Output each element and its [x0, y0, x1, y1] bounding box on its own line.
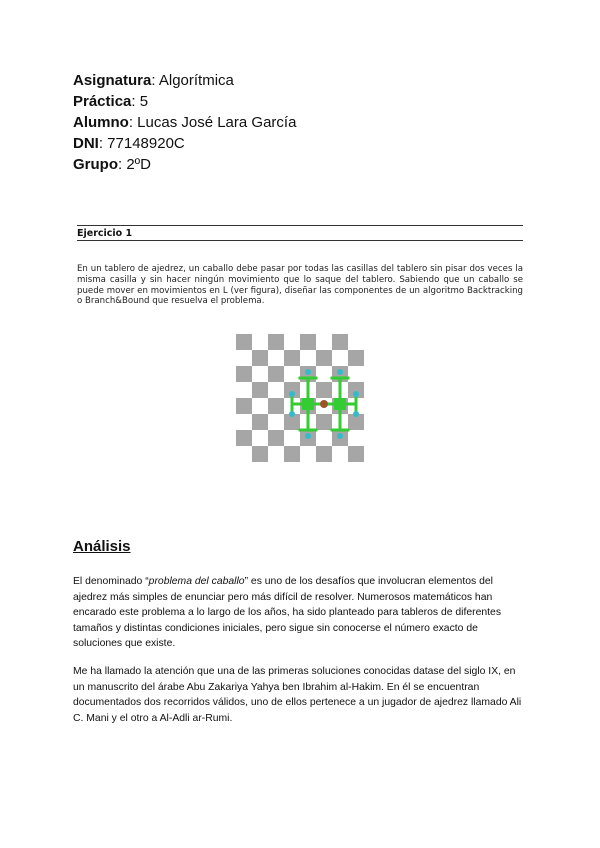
board-square: [316, 334, 332, 350]
board-square: [332, 334, 348, 350]
board-square: [300, 334, 316, 350]
move-target-dot: [289, 411, 295, 417]
board-square: [348, 446, 364, 462]
board-square: [236, 350, 252, 366]
knight-piece-icon: [320, 400, 328, 408]
board-square: [252, 398, 268, 414]
board-square: [252, 334, 268, 350]
board-square: [252, 430, 268, 446]
board-square: [284, 446, 300, 462]
subject-line: [73, 70, 296, 91]
board-square: [316, 366, 332, 382]
student-label: Alumno: [73, 114, 129, 131]
p1-start: El denominado “: [73, 576, 149, 587]
practice-label: Práctica: [73, 93, 132, 110]
move-target-dot: [305, 433, 311, 439]
move-target-dot: [289, 391, 295, 397]
board-square: [268, 382, 284, 398]
p1-italic-term: problema del caballo: [148, 576, 245, 587]
board-square: [348, 430, 364, 446]
practice-value: : 5: [131, 93, 149, 110]
divider-bottom: [77, 240, 523, 241]
board-square: [236, 430, 252, 446]
move-path-node: [334, 398, 346, 410]
board-square: [300, 446, 316, 462]
group-value: : 2ºD: [118, 156, 151, 173]
board-square: [316, 430, 332, 446]
document-header: [73, 70, 296, 175]
group-label: Grupo: [73, 156, 118, 173]
board-square: [268, 414, 284, 430]
board-square: [268, 446, 284, 462]
board-square: [316, 414, 332, 430]
board-square: [284, 350, 300, 366]
subject-label: Asignatura: [73, 72, 152, 89]
board-square: [236, 382, 252, 398]
board-square: [348, 350, 364, 366]
analysis-heading: Análisis: [73, 538, 131, 555]
board-square: [236, 334, 252, 350]
exercise-statement: En un tablero de ajedrez, un caballo debe pasar por todas las casillas del tablero sin pisar dos veces la misma casilla y sin hacer ningún movimiento que lo saque del tablero. Sabiendo que un caballo se puede mover en movimientos en L (ver figura), diseñar las componentes de un algoritmo Backtracking o Branch&Bound que resuelva el problema.: [77, 264, 523, 307]
group-line: [73, 154, 296, 175]
board-square: [252, 350, 268, 366]
move-target-dot: [337, 369, 343, 375]
board-square: [300, 350, 316, 366]
move-target-dot: [353, 391, 359, 397]
board-square: [332, 446, 348, 462]
exercise-header: [77, 225, 523, 241]
move-path-node: [302, 398, 314, 410]
board-square: [236, 366, 252, 382]
subject-value: : Algorítmica: [151, 72, 234, 89]
board-square: [348, 334, 364, 350]
board-square: [268, 366, 284, 382]
board-square: [268, 430, 284, 446]
dni-value: : 77148920C: [98, 135, 185, 152]
board-square: [268, 350, 284, 366]
analysis-paragraph-1: [73, 574, 525, 652]
board-square: [268, 398, 284, 414]
board-square: [332, 350, 348, 366]
dni-label: DNI: [73, 135, 99, 152]
board-square: [236, 446, 252, 462]
board-square: [284, 366, 300, 382]
board-square: [284, 334, 300, 350]
board-square: [236, 398, 252, 414]
student-line: [73, 112, 296, 133]
board-square: [316, 350, 332, 366]
board-square: [316, 382, 332, 398]
p1-rest: ” es uno de los desafíos que involucran elementos del ajedrez más simples de enunciar pero más difícil de resolver. Numerosos matemáticos han encarado este problema a lo largo de los años, ha sido planteado para tableros de diferentes tamaños y distintas condiciones iniciales, pero sigue sin conocerse el número exacto de soluciones que existe.: [73, 576, 502, 650]
analysis-paragraph-2: Me ha llamado la atención que una de las primeras soluciones conocidas datase del siglo IX, en un manuscrito del árabe Abu Zakariya Yahya ben Ibrahim al-Hakim. En él se encuentran documentados dos recorridos válidos, uno de ellos pertenece a un jugador de ajedrez llamado Ali C. Mani y el otro a Al-Adli ar-Rumi.: [73, 666, 522, 724]
board-square: [252, 446, 268, 462]
student-value: : Lucas José Lara García: [128, 114, 297, 131]
knight-moves-figure: [236, 334, 364, 462]
board-square: [252, 366, 268, 382]
move-target-dot: [337, 433, 343, 439]
board-square: [284, 430, 300, 446]
board-square: [252, 382, 268, 398]
move-target-dot: [305, 369, 311, 375]
exercise-title: Ejercicio 1: [77, 228, 133, 239]
dni-line: [73, 133, 296, 154]
practice-line: [73, 91, 296, 112]
board-square: [236, 414, 252, 430]
board-square: [268, 334, 284, 350]
board-square: [316, 446, 332, 462]
board-square: [252, 414, 268, 430]
move-target-dot: [353, 411, 359, 417]
board-square: [348, 366, 364, 382]
